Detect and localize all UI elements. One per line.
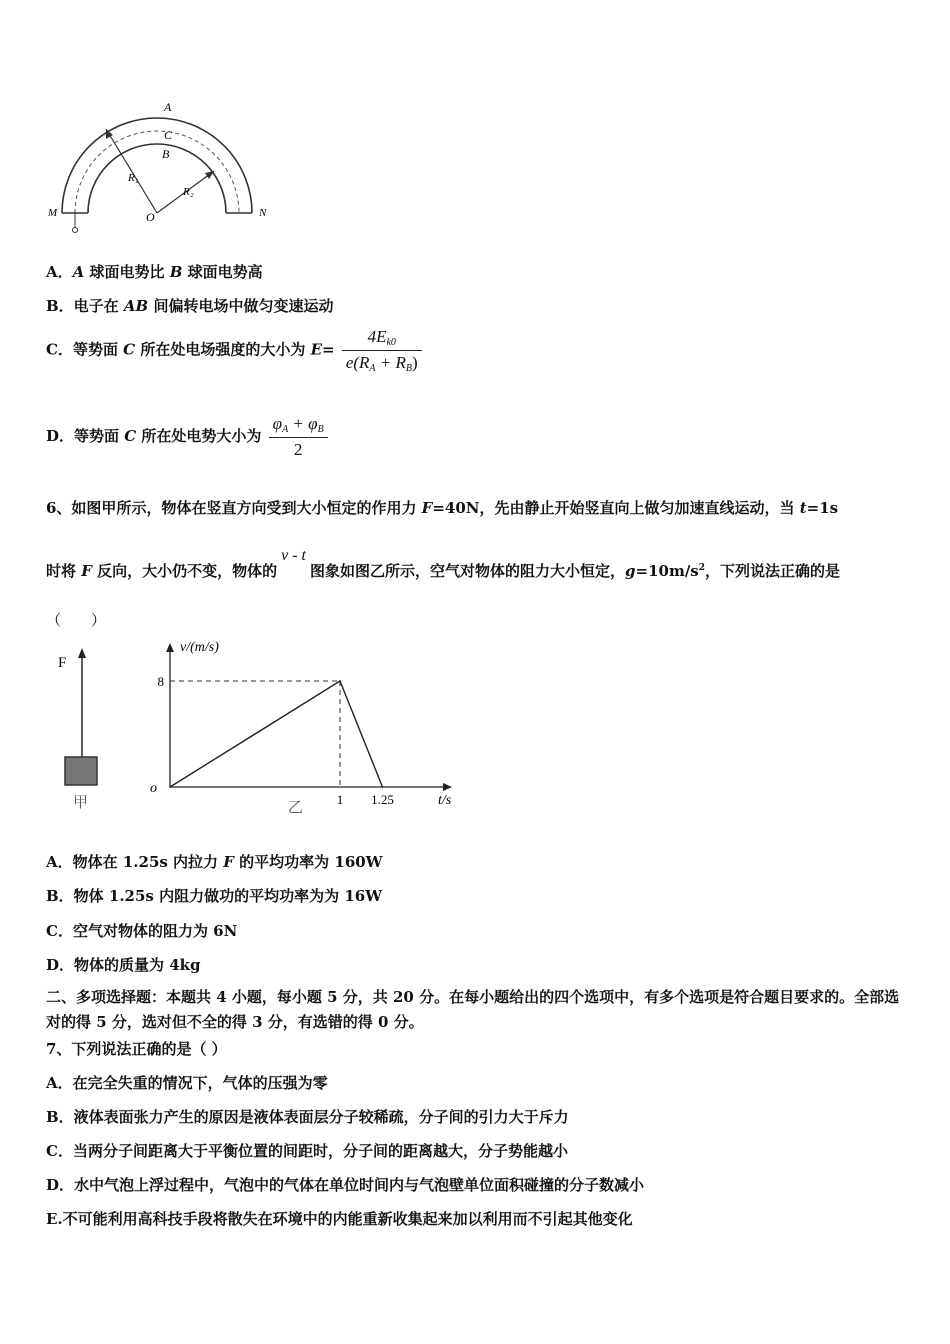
q5-option-c[interactable]: C．等势面 C 所在处电场强度的大小为 E= $\frac{4E_{k0}}{e(R_A + R_B)}$ (46, 327, 422, 374)
label-B: B (162, 147, 170, 161)
force-figure (55, 645, 115, 815)
q5-option-a[interactable]: A．A 球面电势比 B 球面电势高 (46, 263, 263, 281)
q6-stem-line2: 时将 F 反向，大小仍不变，物体的v - t图象如图乙所示，空气对物体的阻力大小恒定，$g=10m/s^2$，下列说法正确的是 (46, 547, 841, 580)
velocity-series-line (170, 681, 383, 787)
caption-jia: 甲 (73, 795, 89, 811)
x-tick-label-1: 1 (336, 792, 344, 807)
label-M: M (48, 207, 58, 219)
q7-option-e[interactable]: E.不可能利用高科技手段将散失在环境中的内能重新收集起来加以利用而不引起其他变化 (46, 1210, 633, 1228)
q7-option-c[interactable]: C．当两分子间距离大于平衡位置的间距时，分子间的距离越大，分子势能越小 (46, 1142, 568, 1160)
x-axis-label: t/s (438, 793, 452, 808)
deflector-figure (40, 95, 280, 240)
q7-option-d[interactable]: D．水中气泡上浮过程中，气泡中的气体在单位时间内与气泡壁单位面积碰撞的分子数减小 (46, 1176, 645, 1194)
velocity-point-0 (169, 786, 171, 788)
label-O: O (146, 210, 155, 224)
q6-option-d[interactable]: D．物体的质量为 4kg (46, 956, 201, 974)
q5-option-b[interactable]: B．电子在 AB 间偏转电场中做匀变速运动 (46, 297, 334, 315)
potential-fraction: $\frac{\varphi_A + \varphi_B}{2}$ (269, 414, 328, 460)
caption-yi: 乙 (288, 800, 304, 816)
label-N: N (259, 207, 267, 219)
force-arrow-head (78, 648, 86, 658)
y-axis-label: v/(m/s) (180, 640, 219, 655)
origin-label: o (150, 781, 157, 796)
q7-stem: 7、下列说法正确的是（ ） (46, 1040, 227, 1058)
q6-option-c[interactable]: C．空气对物体的阻力为 6N (46, 922, 238, 940)
q6-answer-paren: （ ） (46, 611, 107, 629)
q6-stem-line1: 6、如图甲所示，物体在竖直方向受到大小恒定的作用力 F=40N，先由静止开始竖直向上做匀加速直线运动，当 t=1s (46, 499, 839, 517)
label-R2: R₂ (183, 186, 194, 198)
y-axis-arrow (166, 643, 174, 652)
x-axis-arrow (443, 783, 452, 791)
q7-option-a[interactable]: A．在完全失重的情况下，气体的压强为零 (46, 1074, 328, 1092)
velocity-point-2 (382, 786, 384, 788)
force-label: F (58, 655, 67, 671)
q7-option-b[interactable]: B．液体表面张力产生的原因是液体表面层分子较稀疏，分子间的引力大于斥力 (46, 1108, 569, 1126)
box (65, 757, 97, 785)
q5-option-d[interactable]: D．等势面 C 所在处电势大小为 $\frac{\varphi_A + \varphi_B}{2}$ (46, 414, 328, 460)
field-strength-fraction: $\frac{4E_{k0}}{e(R_A + R_B)}$ (342, 327, 422, 374)
vt-chart (140, 632, 470, 822)
label-R1: R₁ (128, 172, 139, 184)
label-A: A (164, 100, 172, 114)
inner-arc (88, 144, 226, 213)
y-tick-label-8: 8 (157, 674, 164, 689)
q6-option-b[interactable]: B．物体 1.25s 内阻力做功的平均功率为为 16W (46, 887, 383, 905)
radius-r1 (106, 129, 157, 213)
label-C: C (164, 128, 173, 142)
x-tick-label-1.25: 1.25 (371, 792, 394, 807)
velocity-point-1 (339, 680, 341, 682)
q6-option-a[interactable]: A．物体在 1.25s 内拉力 F 的平均功率为 160W (46, 853, 383, 871)
section2-instructions: 二、多项选择题：本题共 4 小题，每小题 5 分，共 20 分。在每小题给出的四个选项中，有多个选项是符合题目要求的。全部选对的得 5 分，选对但不全的得 3 分，有选错的得 0 分。 (46, 988, 900, 1031)
